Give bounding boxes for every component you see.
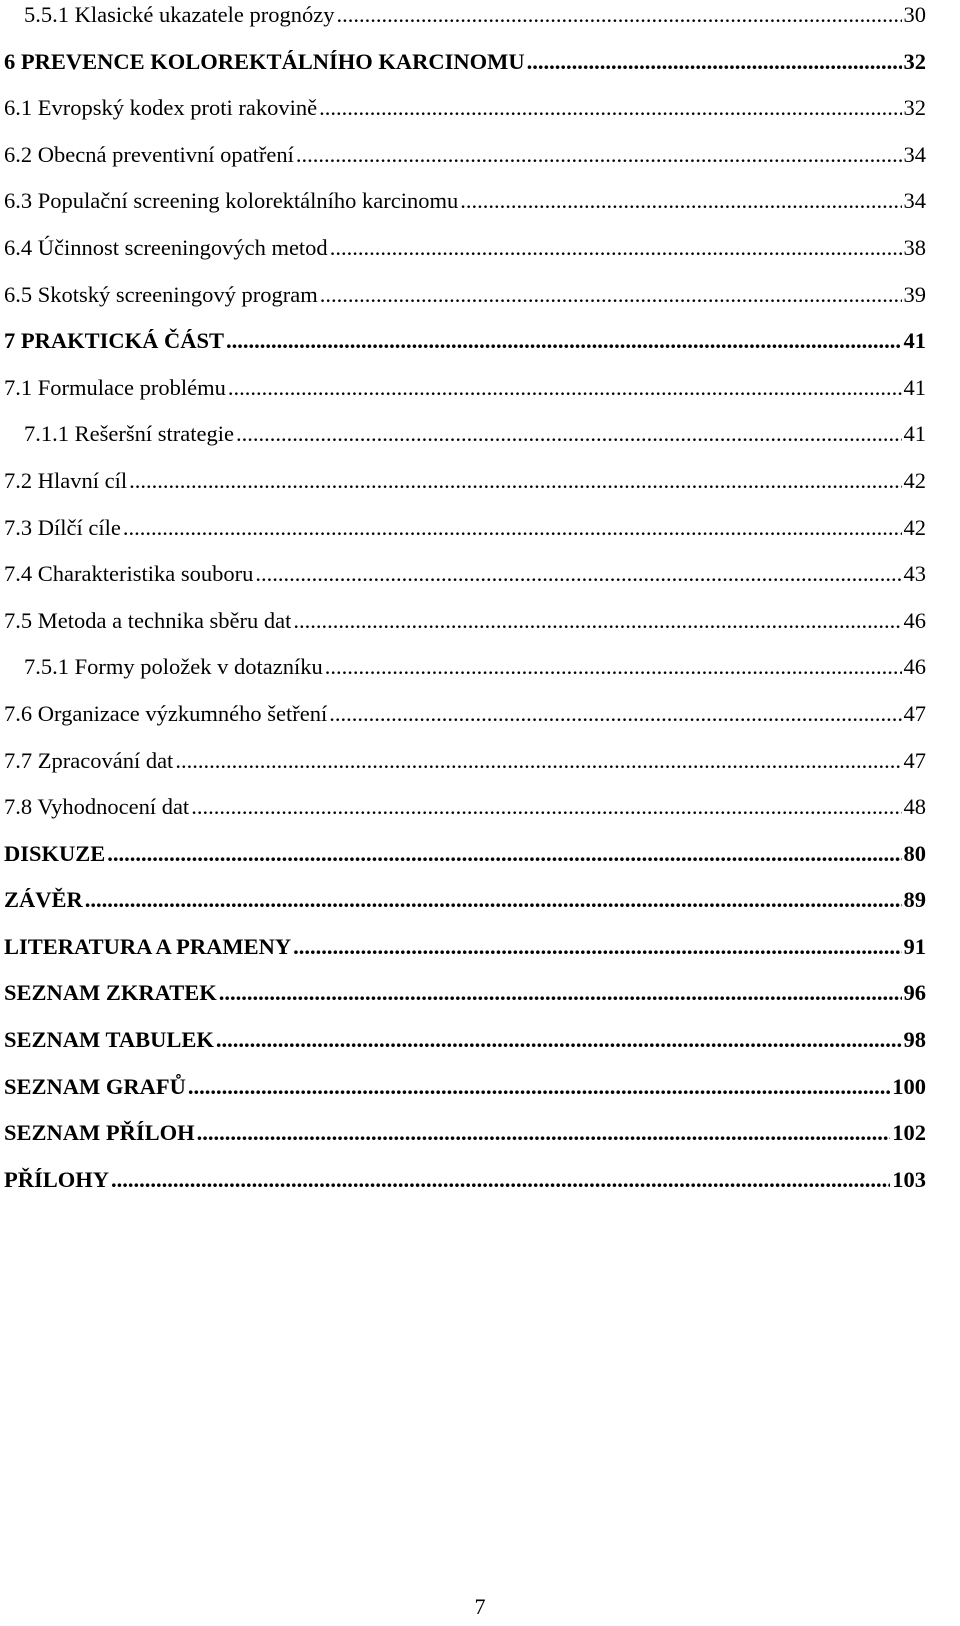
table-of-contents <box>4 0 926 1203</box>
toc-leader-dots <box>527 39 902 86</box>
toc-entry-label: 6.5 Skotský screeningový program <box>4 281 318 307</box>
toc-leader-dots <box>296 132 902 179</box>
toc-leader-dots <box>320 272 902 319</box>
toc-entry[interactable] <box>4 738 926 785</box>
toc-leader-dots <box>460 178 901 225</box>
toc-entry[interactable] <box>4 877 926 924</box>
toc-leader-dots <box>216 1017 902 1064</box>
toc-leader-dots <box>329 691 901 738</box>
toc-entry-label: 7.6 Organizace výzkumného šetření <box>4 700 328 726</box>
toc-entry-page: 43 <box>903 561 926 587</box>
toc-leader-dots <box>228 365 902 412</box>
toc-leader-dots <box>197 1110 891 1157</box>
toc-leader-dots <box>325 644 902 691</box>
toc-entry[interactable] <box>4 225 926 272</box>
toc-leader-dots <box>188 1064 890 1111</box>
toc-entry-label: 7.7 Zpracování dat <box>4 747 174 773</box>
toc-entry-label: 7.8 Vyhodnocení dat <box>4 794 190 820</box>
toc-entry[interactable] <box>4 318 926 365</box>
toc-entry-page: 102 <box>892 1120 926 1146</box>
toc-leader-dots <box>226 318 901 365</box>
toc-entry-label: SEZNAM GRAFŮ <box>4 1073 186 1099</box>
toc-entry[interactable] <box>4 924 926 971</box>
toc-entry-label: SEZNAM ZKRATEK <box>4 980 217 1006</box>
toc-entry-page: 46 <box>903 654 926 680</box>
toc-entry[interactable] <box>4 365 926 412</box>
toc-entry-page: 30 <box>903 2 926 27</box>
toc-entry-label: 7.2 Hlavní cíl <box>4 467 128 493</box>
toc-entry-page: 41 <box>903 421 926 447</box>
toc-entry-page: 100 <box>892 1073 926 1099</box>
toc-leader-dots <box>219 970 902 1017</box>
toc-entry[interactable] <box>4 132 926 179</box>
toc-entry-label: DISKUZE <box>4 840 106 866</box>
toc-leader-dots <box>191 784 901 831</box>
toc-entry[interactable] <box>4 784 926 831</box>
toc-entry[interactable] <box>4 505 926 552</box>
toc-entry-page: 47 <box>903 700 926 726</box>
toc-entry-page: 91 <box>903 933 926 959</box>
toc-entry-page: 41 <box>903 328 926 354</box>
toc-entry[interactable] <box>4 178 926 225</box>
toc-entry-page: 38 <box>903 234 926 260</box>
toc-leader-dots <box>293 924 901 971</box>
toc-entry-page: 80 <box>903 840 926 866</box>
toc-entry[interactable] <box>4 0 926 39</box>
toc-entry[interactable] <box>4 39 926 86</box>
toc-entry-page: 32 <box>903 48 926 74</box>
toc-entry-page: 41 <box>903 374 926 400</box>
toc-entry[interactable] <box>4 644 926 691</box>
toc-entry[interactable] <box>4 691 926 738</box>
toc-entry-label: 6.1 Evropský kodex proti rakovině <box>4 95 318 121</box>
toc-leader-dots <box>111 1157 890 1204</box>
toc-leader-dots <box>123 505 902 552</box>
toc-leader-dots <box>337 0 902 39</box>
toc-entry-page: 42 <box>903 467 926 493</box>
toc-entry-label: ZÁVĚR <box>4 887 83 913</box>
toc-entry[interactable] <box>4 272 926 319</box>
toc-entry-label: LITERATURA A PRAMENY <box>4 933 292 959</box>
toc-leader-dots <box>255 551 901 598</box>
toc-entry-page: 46 <box>903 607 926 633</box>
toc-leader-dots <box>129 458 901 505</box>
toc-leader-dots <box>107 831 901 878</box>
toc-leader-dots <box>330 225 902 272</box>
toc-entry[interactable] <box>4 411 926 458</box>
toc-entry-label: 7.1.1 Rešeršní strategie <box>24 421 234 447</box>
toc-entry-page: 98 <box>903 1027 926 1053</box>
toc-entry-page: 34 <box>903 188 926 214</box>
toc-leader-dots <box>175 738 901 785</box>
toc-leader-dots <box>319 85 901 132</box>
toc-entry[interactable] <box>4 970 926 1017</box>
toc-entry[interactable] <box>4 1110 926 1157</box>
toc-entry-label: 6 PREVENCE KOLOREKTÁLNÍHO KARCINOMU <box>4 48 525 74</box>
toc-entry-page: 39 <box>903 281 926 307</box>
toc-entry-page: 34 <box>903 141 926 167</box>
toc-entry-label: 7 PRAKTICKÁ ČÁST <box>4 328 225 354</box>
toc-entry-page: 32 <box>903 95 926 121</box>
toc-entry-label: SEZNAM PŘÍLOH <box>4 1120 195 1146</box>
toc-entry-label: SEZNAM TABULEK <box>4 1027 214 1053</box>
toc-entry[interactable] <box>4 458 926 505</box>
toc-entry[interactable] <box>4 1064 926 1111</box>
toc-entry[interactable] <box>4 598 926 645</box>
page-number: 7 <box>474 1594 486 1619</box>
toc-entry-label: 7.5 Metoda a technika sběru dat <box>4 607 292 633</box>
toc-entry-label: 6.2 Obecná preventivní opatření <box>4 141 294 167</box>
toc-entry-page: 47 <box>903 747 926 773</box>
toc-leader-dots <box>293 598 901 645</box>
toc-entry-label: 7.4 Charakteristika souboru <box>4 561 254 587</box>
toc-leader-dots <box>236 411 902 458</box>
toc-entry[interactable] <box>4 85 926 132</box>
toc-entry[interactable] <box>4 1157 926 1204</box>
toc-entry-label: 6.4 Účinnost screeningových metod <box>4 234 328 260</box>
toc-entry-page: 96 <box>903 980 926 1006</box>
toc-entry-page: 89 <box>903 887 926 913</box>
toc-entry-page: 42 <box>903 514 926 540</box>
toc-entry[interactable] <box>4 551 926 598</box>
toc-entry-label: 5.5.1 Klasické ukazatele prognózy <box>24 2 335 27</box>
toc-entry-label: PŘÍLOHY <box>4 1166 110 1192</box>
toc-entry[interactable] <box>4 831 926 878</box>
toc-entry-label: 7.3 Dílčí cíle <box>4 514 121 540</box>
toc-entry-page: 103 <box>892 1166 926 1192</box>
toc-entry-page: 48 <box>903 794 926 820</box>
toc-entry-label: 6.3 Populační screening kolorektálního karcinomu <box>4 188 459 214</box>
toc-entry-label: 7.1 Formulace problému <box>4 374 226 400</box>
toc-entry-label: 7.5.1 Formy položek v dotazníku <box>24 654 323 680</box>
toc-leader-dots <box>85 877 902 924</box>
toc-entry[interactable] <box>4 1017 926 1064</box>
